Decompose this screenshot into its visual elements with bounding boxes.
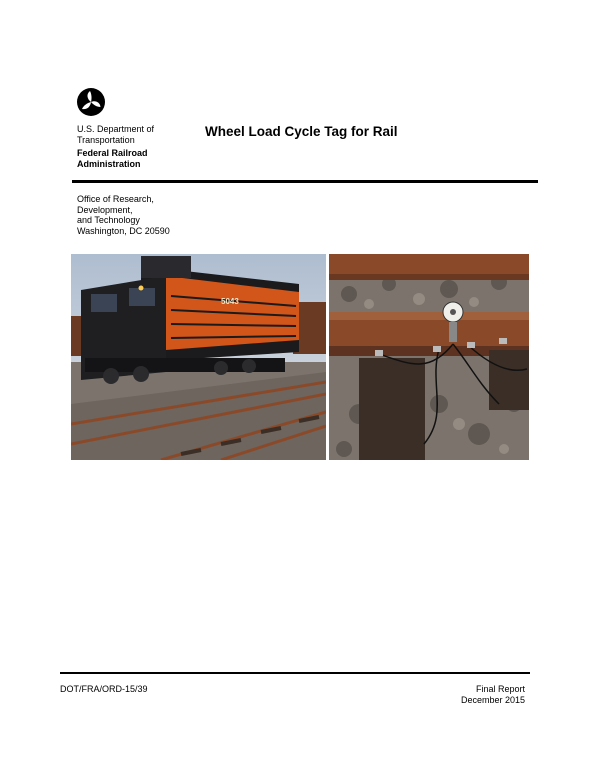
- report-date: December 2015: [460, 694, 525, 705]
- locomotive-photo: [71, 254, 326, 460]
- dot-logo-icon: [77, 88, 105, 116]
- report-info: [440, 684, 525, 705]
- rail-tag-photo: [329, 254, 529, 460]
- department-name: U.S. Department of Transportation: [77, 124, 155, 145]
- office-address: Office of Research, Development, and Technology Washington, DC 20590: [77, 194, 170, 236]
- bottom-divider: [60, 672, 530, 674]
- report-type: Final Report: [475, 684, 525, 694]
- document-number: DOT/FRA/ORD-15/39: [60, 684, 148, 694]
- administration-name: Federal Railroad Administration: [77, 148, 148, 169]
- top-divider: [72, 180, 538, 183]
- report-title: Wheel Load Cycle Tag for Rail: [205, 124, 398, 139]
- locomotive-number: 5043: [221, 297, 239, 306]
